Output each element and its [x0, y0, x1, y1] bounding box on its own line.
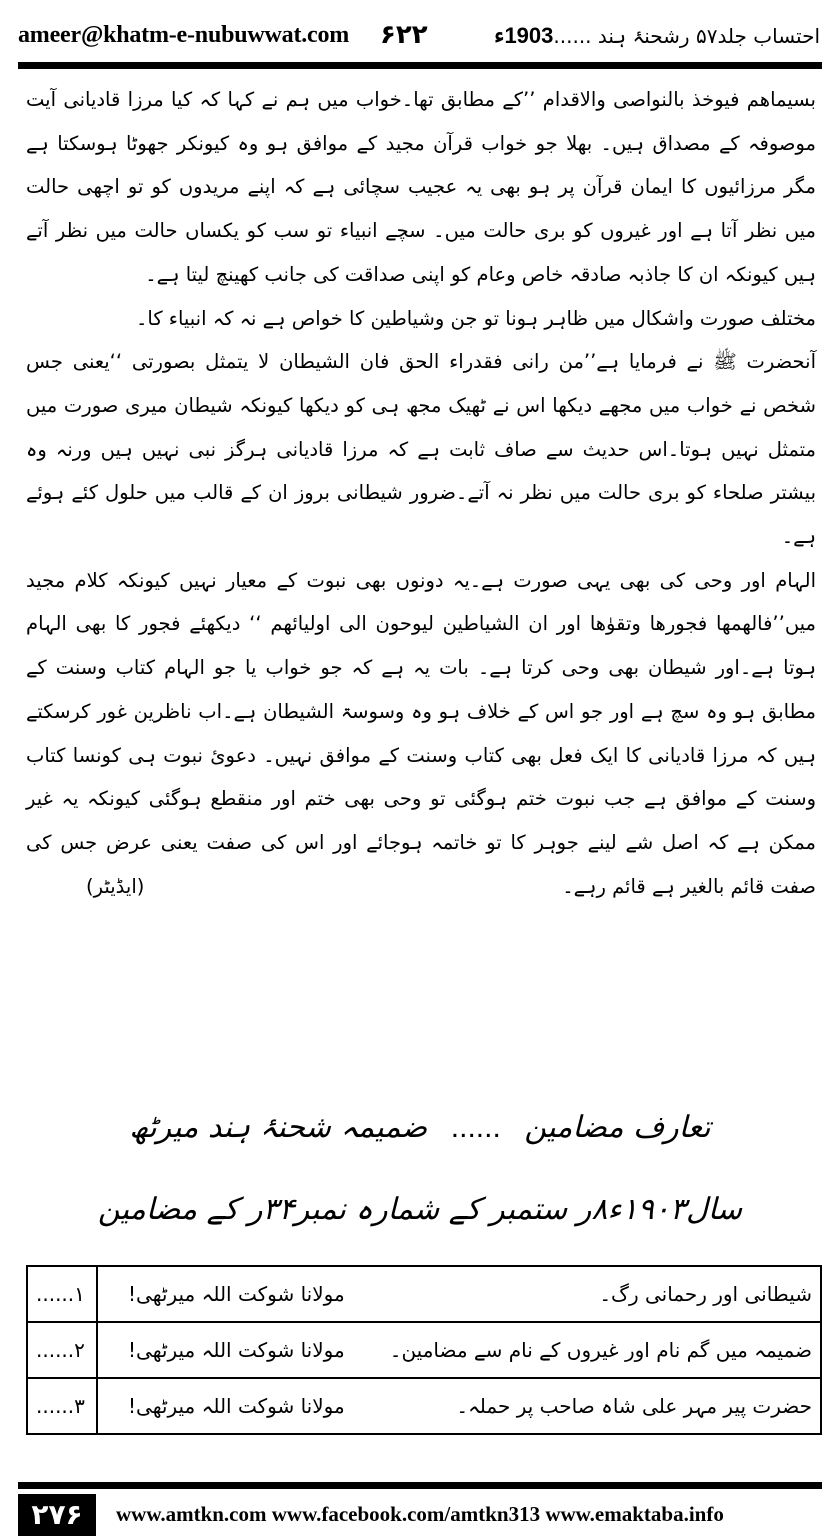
year-heading: سال۱۹۰۳ء۸ر ستمبر کے شمارہ نمبر۳۴ر کے مضامین: [97, 1192, 743, 1227]
header-year: 1903ء: [494, 23, 554, 48]
footer-links[interactable]: www.amtkn.com www.facebook.com/amtkn313 www.emaktaba.info: [116, 1502, 724, 1526]
contents-cell: [97, 1378, 821, 1434]
contents-number: ۱......: [27, 1266, 97, 1322]
contents-number: ۲......: [27, 1322, 97, 1378]
header-email: ameer@khatm-e-nubuwwat.com: [18, 22, 350, 48]
footer-page-number: ۲۷۶: [18, 1494, 96, 1536]
contents-cell: [97, 1322, 821, 1378]
footer-rule: [18, 1482, 822, 1489]
contents-cell: [97, 1266, 821, 1322]
contents-number: ۳......: [27, 1378, 97, 1434]
section-heading-left: تعارف مضامین: [524, 1110, 711, 1145]
article-body: [26, 78, 816, 908]
section-heading-right: ضمیمہ شحنۂ ہند میرٹھ: [129, 1110, 428, 1145]
article-title: حضرت پیر مہر علی شاہ صاحب پر حملہ۔: [456, 1394, 812, 1418]
paragraph-3: آنحضرت ﷺ نے فرمایا ہے’’من رانی فقدراء الحق فان الشیطان لا یتمثل بصورتی ‘‘یعنی جس شخص نے خواب میں مجھے دیکھا اس نے ٹھیک مجھ ہی کو دیکھا کیونکہ شیطان میری صورت میں متمثل نہیں ہوتا۔اس حدیث سے صاف ثابت ہے کہ مرزا قادیانی ہرگز نبی نہیں ہیں ورنہ وہ بیشتر صلحاء کو بری حالت میں نظر نہ آتے۔ضرور شیطانی بروز ان کے قالب میں حلول کئے ہوئے ہے۔: [26, 350, 816, 549]
header-title: [494, 23, 820, 49]
contents-table: [26, 1265, 822, 1435]
table-row: [27, 1378, 821, 1434]
article-title: ضمیمہ میں گم نام اور غیروں کے نام سے مضامین۔: [389, 1338, 812, 1362]
table-row: [27, 1322, 821, 1378]
page-header: [18, 20, 822, 54]
paragraph-4: [26, 559, 816, 909]
paragraph-1: بسیماھم فیوخذ بالنواصی والاقدام ’’کے مطابق تھا۔خواب میں ہم نے کہا کہ کیا مرزا قادیانی آیت موصوفہ کے مصداق ہیں۔ بھلا جو خواب قرآن مجید کے موافق ہو وہ کیونکر جھوٹا ہوسکتا ہے مگر مرزائیوں کا ایمان قرآن پر ہو بھی یہ عجیب سچائی ہے کہ اپنے مریدوں کو تو اچھی حالت میں نظر آتا ہے اور غیروں کو بری حالت میں۔ سچے انبیاء تو سب کو یکساں حالت میں نظر آتے ہیں کیونکہ ان کا جاذبہ صادقہ خاص وعام کو اپنی صداقت کی جانب کھینچ لیتا ہے۔: [26, 88, 816, 286]
paragraph-4-text: الہام اور وحی کی بھی یہی صورت ہے۔یہ دونوں بھی نبوت کے معیار نہیں کیونکہ کلام مجید میں’’فالھمھا فجورھا وتقوٰھا اور ان الشیاطین لیوحون الی اولیائھم ‘‘ دیکھئے فجور کا بھی الہام ہوتا ہے۔اور شیطان بھی وحی کرتا ہے۔ بات یہ ہے کہ جو خواب یا جو الہام کتاب وسنت کے مطابق ہو وہ سچ ہے اور جو اس کے خلاف ہو وہ وسوسۃ الشیطان ہے۔اب ناظرین غور کرسکتے ہیں کہ مرزا قادیانی کا ایک فعل بھی کتاب وسنت کے موافق نہیں۔ دعوئ نبوت ہی کونسا کتاب وسنت کے موافق ہے جب نبوت ختم ہوگئی تو وحی بھی ختم اور منقطع ہوگئی کیونکہ یہ غیر ممکن ہے کہ اصل شے لینے جوہر کا تو خاتمہ ہوجائے اور اس کی صفت یعنی عرض جس کی صفت قائم بالغیر ہے قائم رہے۔: [26, 568, 816, 898]
section-heading-separator: ......: [450, 1111, 501, 1144]
article-title: شیطانی اور رحمانی رگ۔: [599, 1282, 812, 1306]
article-author: مولانا شوکت اللہ میرٹھی!: [128, 1338, 345, 1362]
article-author: مولانا شوکت اللہ میرٹھی!: [128, 1394, 345, 1418]
header-rule: [18, 62, 822, 69]
table-row: [27, 1266, 821, 1322]
header-page-number: ۶۲۲: [380, 20, 428, 50]
article-author: مولانا شوکت اللہ میرٹھی!: [128, 1282, 345, 1306]
paragraph-2: مختلف صورت واشکال میں ظاہر ہونا تو جن وشیاطین کا خواص ہے نہ کہ انبیاء کا۔: [135, 306, 816, 330]
section-heading: [0, 1110, 840, 1145]
header-title-prefix: احتساب جلد۵۷ رشحنۂ ہند ......: [553, 24, 820, 48]
editor-signature: (ایڈیٹر): [86, 874, 145, 898]
